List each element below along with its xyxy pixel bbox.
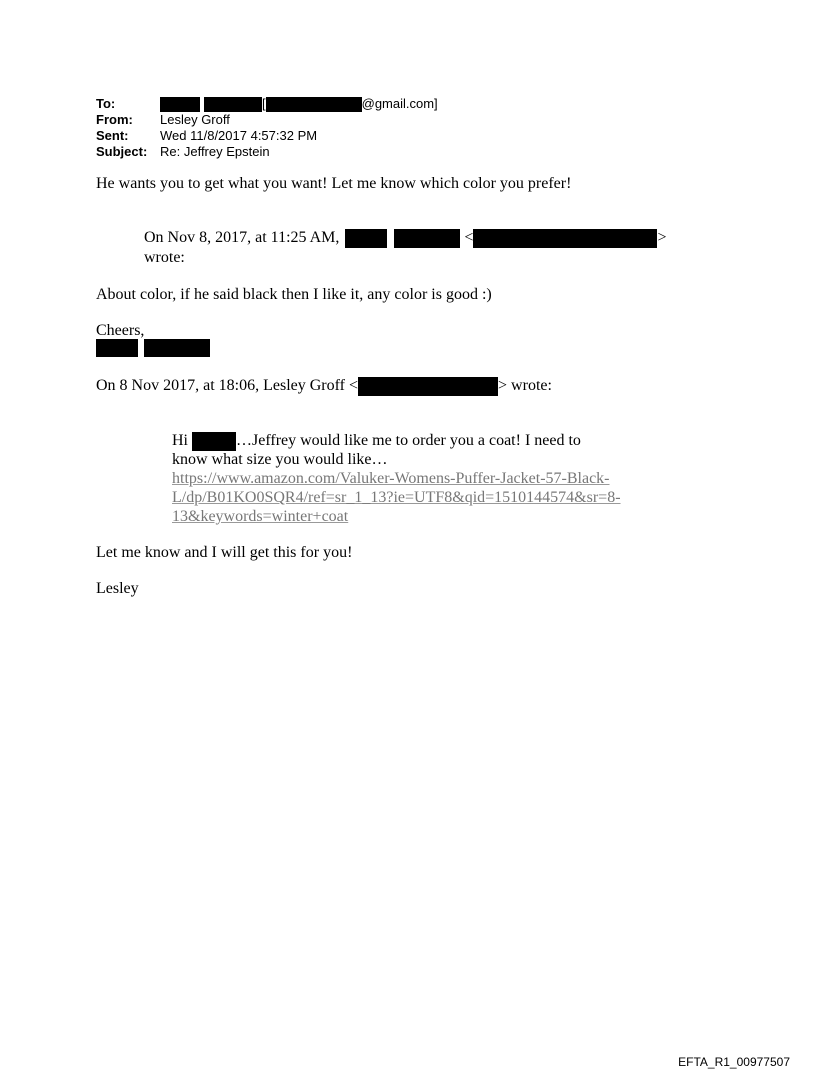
sender-name-redacted xyxy=(96,339,210,357)
signature: Lesley xyxy=(96,580,139,597)
redaction-box xyxy=(358,377,498,396)
to-bracket: [ xyxy=(262,96,266,111)
closing-line: Let me know and I will get this for you! xyxy=(96,544,353,561)
email-header xyxy=(96,96,438,160)
amazon-link-line-3[interactable]: 13&keywords=winter+coat xyxy=(172,508,349,525)
subject-row xyxy=(96,144,438,160)
subject-label: Subject: xyxy=(96,144,148,159)
body-line-1: He wants you to get what you want! Let me know which color you prefer! xyxy=(96,175,572,192)
redaction-box xyxy=(204,97,262,112)
quote-2-suffix: > wrote: xyxy=(498,377,552,394)
from-row xyxy=(96,112,438,128)
to-label: To: xyxy=(96,96,116,111)
redaction-box xyxy=(160,97,200,112)
amazon-link-line-1[interactable]: https://www.amazon.com/Valuker-Womens-Puffer-Jacket-57-Black- xyxy=(172,470,610,487)
quote-1-lt: < xyxy=(464,229,474,246)
redaction-box xyxy=(96,339,138,357)
quote-1-wrote: wrote: xyxy=(144,249,185,266)
redaction-box xyxy=(473,229,657,248)
reply-color-line: About color, if he said black then I like it, any color is good :) xyxy=(96,286,492,303)
to-row xyxy=(96,96,438,112)
quote-2-prefix: On 8 Nov 2017, at 18:06, Lesley Groff < xyxy=(96,377,359,394)
sent-value: Wed 11/8/2017 4:57:32 PM xyxy=(160,128,318,143)
quote-2-header xyxy=(96,376,552,396)
redaction-box xyxy=(192,432,236,451)
redaction-box xyxy=(144,339,210,357)
cheers-line: Cheers, xyxy=(96,322,145,339)
quote-1-header xyxy=(144,228,666,248)
to-email-suffix: @gmail.com] xyxy=(361,96,438,111)
quote-1-gt: > xyxy=(657,229,667,246)
coat-line-2: know what size you would like… xyxy=(172,451,388,468)
redaction-box xyxy=(345,229,387,248)
coat-line-1-rest: …Jeffrey would like me to order you a coat! I need to xyxy=(236,432,581,449)
amazon-link-line-2[interactable]: L/dp/B01KO0SQR4/ref=sr_1_13?ie=UTF8&qid=1510144574&sr=8- xyxy=(172,489,621,506)
hi-word: Hi xyxy=(172,432,188,449)
from-label: From: xyxy=(96,112,133,127)
sent-row xyxy=(96,128,438,144)
document-id: EFTA_R1_00977507 xyxy=(678,1055,790,1069)
redaction-box xyxy=(394,229,460,248)
subject-value: Re: Jeffrey Epstein xyxy=(160,144,270,159)
sent-label: Sent: xyxy=(96,128,129,143)
coat-line-1 xyxy=(172,431,581,451)
from-value: Lesley Groff xyxy=(160,112,230,127)
quote-1-prefix: On Nov 8, 2017, at 11:25 AM, xyxy=(144,229,340,246)
redaction-box xyxy=(266,97,362,112)
